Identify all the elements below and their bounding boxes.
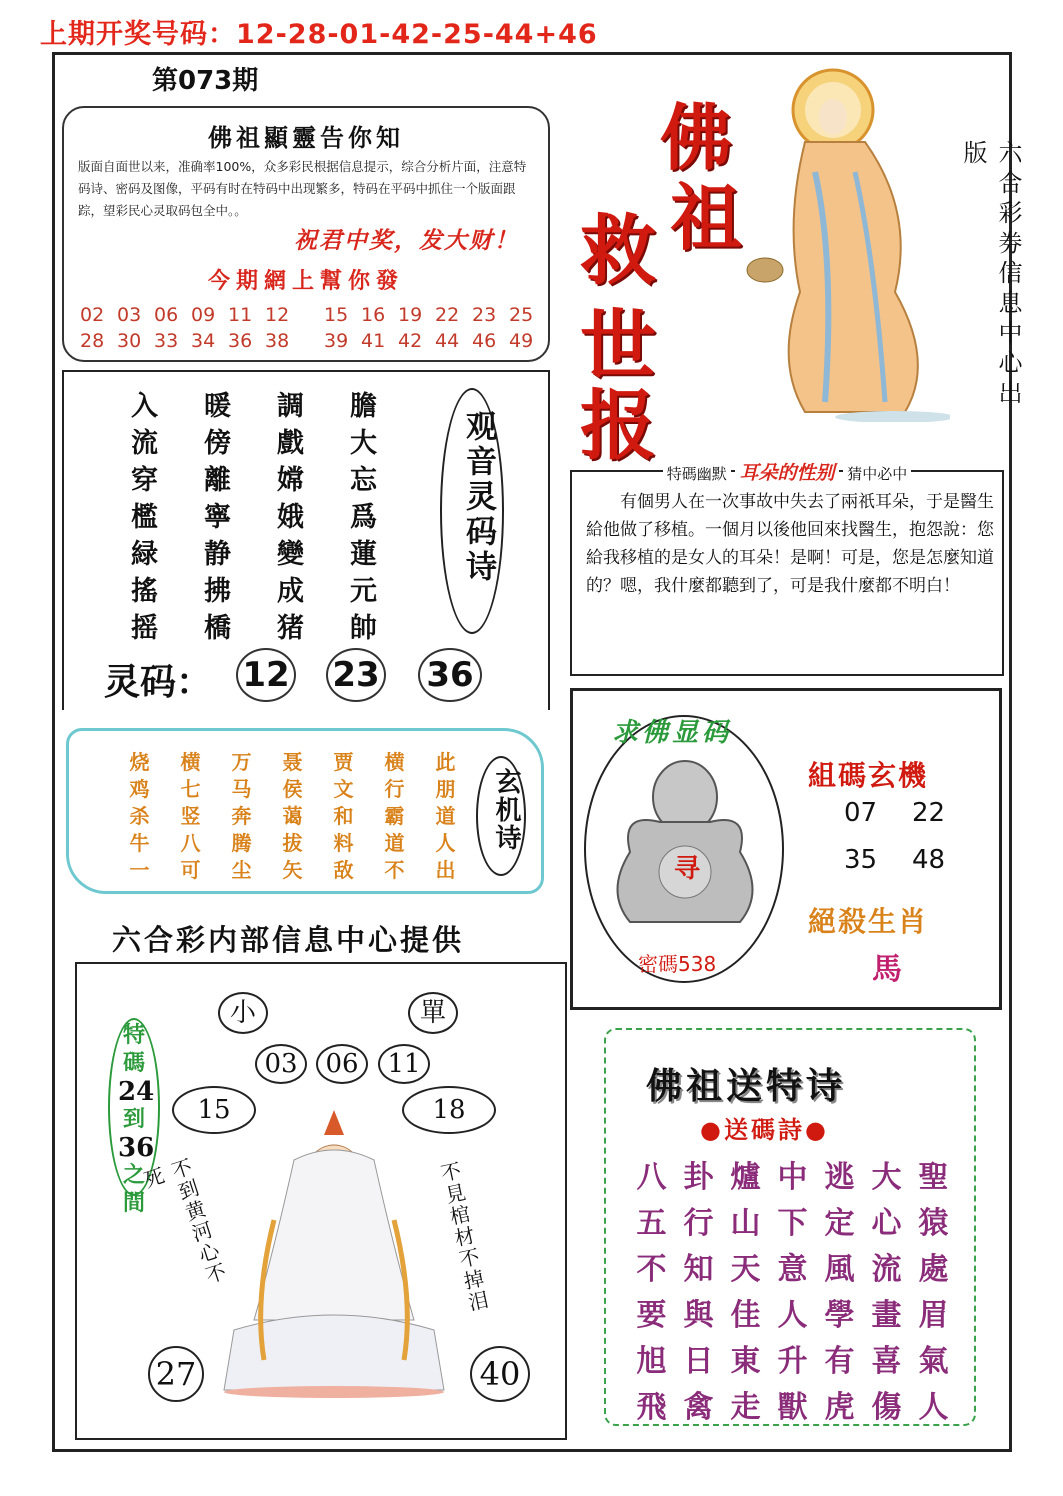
poem-char: 竖 bbox=[180, 804, 201, 828]
poem-char: 忘 bbox=[350, 465, 377, 496]
poem-char: 逃 bbox=[824, 1160, 855, 1195]
xuanji-title: 玄机诗 bbox=[491, 768, 521, 852]
special-to-label: 到 bbox=[122, 1107, 145, 1132]
poem-char: 流 bbox=[871, 1252, 902, 1287]
poem-char: 行 bbox=[384, 777, 405, 801]
poem-char: 道 bbox=[435, 804, 456, 828]
kill-title: 絕殺生肖 bbox=[808, 905, 929, 938]
right-number: 18 bbox=[402, 1086, 496, 1134]
title-char: 佛 bbox=[660, 95, 733, 180]
number: 49 bbox=[509, 330, 534, 352]
poem-char: 喜 bbox=[871, 1344, 902, 1379]
joke-body: 有個男人在一次事故中失去了兩祇耳朵，于是醫生給他做了移植。一個月以後他回來找醫生，抱怨說：您給我移植的是女人的耳朵！是啊！可是，您是怎麼知道的？嗯，我什麼都聽到了，可是我什麼都不明白！ bbox=[586, 492, 994, 596]
poem-char: 傍 bbox=[204, 428, 231, 459]
poem-char: 獸 bbox=[777, 1390, 808, 1425]
poem-char: 檻 bbox=[131, 502, 158, 533]
poem-char: 帥 bbox=[350, 613, 377, 644]
poem-char: 侯 bbox=[282, 777, 303, 801]
poem-char: 暖 bbox=[204, 391, 231, 422]
number: 33 bbox=[154, 330, 179, 352]
poem-char: 中 bbox=[777, 1160, 808, 1195]
poem-char: 八 bbox=[180, 831, 201, 855]
number: 25 bbox=[509, 304, 534, 326]
poem-char: 畫 bbox=[871, 1298, 902, 1333]
poem-char: 聂 bbox=[282, 750, 303, 774]
special-from: 24 bbox=[118, 1077, 155, 1107]
title-char: 祖 bbox=[670, 175, 743, 260]
number: 38 bbox=[265, 330, 290, 352]
number: 23 bbox=[472, 304, 497, 326]
poem-char: 穿 bbox=[131, 465, 158, 496]
zuma-number: 22 bbox=[912, 798, 946, 828]
info-body: 版面自面世以来，准确率100%，众多彩民根据信息提示，综合分析片面，注意特码诗、密码及图像，平码有时在特码中出现繁多，特码在平码中抓住一个版面跟踪，望彩民心灵取码包全中。。 bbox=[78, 159, 527, 218]
poem-char: 傷 bbox=[871, 1390, 902, 1425]
poem-char: 猿 bbox=[918, 1206, 949, 1241]
poem-char: 料 bbox=[333, 831, 354, 855]
poem-char: 知 bbox=[683, 1252, 714, 1287]
number: 28 bbox=[80, 330, 105, 352]
small-oval: 小 bbox=[218, 992, 268, 1034]
number: 19 bbox=[398, 304, 423, 326]
poem-char: 橋 bbox=[204, 613, 231, 644]
info-title: 佛祖顯靈告你知 bbox=[208, 124, 404, 152]
poem-char: 風 bbox=[824, 1252, 855, 1287]
poem-char: 静 bbox=[204, 539, 231, 570]
poem-char: 横 bbox=[384, 750, 405, 774]
poem-char: 定 bbox=[824, 1206, 855, 1241]
poem-char: 學 bbox=[824, 1298, 855, 1333]
left-number: 15 bbox=[172, 1086, 256, 1134]
song-poem-grid bbox=[628, 1152, 957, 1428]
issue-number: 第073期 bbox=[152, 66, 259, 96]
poem-char: 此 bbox=[435, 750, 456, 774]
poem-char: 不 bbox=[384, 858, 405, 882]
special-text: 特碼 bbox=[122, 1023, 145, 1076]
secret-code: 密碼538 bbox=[638, 952, 717, 976]
seated-guanyin-illustration bbox=[214, 1100, 454, 1400]
zuma-number: 07 bbox=[844, 798, 878, 828]
poem-char: 尘 bbox=[231, 858, 252, 882]
poem-char: 行 bbox=[683, 1206, 714, 1241]
poem-char: 有 bbox=[824, 1344, 855, 1379]
number: 34 bbox=[191, 330, 216, 352]
number: 46 bbox=[472, 330, 497, 352]
poem-char: 調 bbox=[277, 391, 304, 422]
number: 30 bbox=[117, 330, 142, 352]
buddha-arc-text: 求佛显码 bbox=[612, 718, 733, 748]
joke-header bbox=[572, 458, 1002, 485]
info-box bbox=[62, 106, 550, 362]
poem-char: 娥 bbox=[277, 502, 304, 533]
poem-char: 搖 bbox=[131, 576, 158, 607]
poem-char: 贾 bbox=[333, 750, 354, 774]
number: 36 bbox=[228, 330, 253, 352]
poem-char: 腾 bbox=[231, 831, 252, 855]
number: 02 bbox=[80, 304, 105, 326]
poem-char: 鸡 bbox=[129, 777, 150, 801]
poem-char: 走 bbox=[730, 1390, 761, 1425]
bullet-dot: ● bbox=[700, 1116, 724, 1144]
song-poem-subtitle bbox=[700, 1110, 829, 1145]
poem-char: 下 bbox=[777, 1206, 808, 1241]
poem-char: 元 bbox=[350, 576, 377, 607]
number: 09 bbox=[191, 304, 216, 326]
poem-char: 山 bbox=[730, 1206, 761, 1241]
title-char: 世 bbox=[580, 301, 656, 390]
poem-char: 朋 bbox=[435, 777, 456, 801]
song-poem-title: 佛祖送特诗 bbox=[646, 1065, 847, 1107]
poem-char: 五 bbox=[636, 1206, 667, 1241]
poem-char: 心 bbox=[871, 1206, 902, 1241]
poem-char: 東 bbox=[730, 1344, 761, 1379]
poem-char: 出 bbox=[435, 858, 456, 882]
poem-char: 拂 bbox=[204, 576, 231, 607]
poem-char: 氣 bbox=[918, 1344, 949, 1379]
poem-char: 要 bbox=[636, 1298, 667, 1333]
xuanji-poem-grid bbox=[114, 746, 471, 881]
number: 15 bbox=[324, 304, 349, 326]
poem-char: 緑 bbox=[131, 539, 158, 570]
number: 12 bbox=[265, 304, 290, 326]
ling-number: 23 bbox=[326, 648, 386, 702]
publisher: 六合彩券信息中心出版 bbox=[959, 140, 1022, 410]
right-verse: 不見棺材不掉泪 bbox=[435, 1159, 492, 1316]
single-oval: 單 bbox=[408, 992, 458, 1034]
poem-char: 膽 bbox=[350, 391, 377, 422]
number: 22 bbox=[435, 304, 460, 326]
number: 39 bbox=[324, 330, 349, 352]
poem-char: 人 bbox=[435, 831, 456, 855]
kill-value: 馬 bbox=[872, 952, 902, 987]
ling-number: 36 bbox=[418, 648, 482, 702]
guanyin-poem-grid bbox=[108, 384, 400, 644]
poem-char: 大 bbox=[871, 1160, 902, 1195]
poem-char: 眉 bbox=[918, 1298, 949, 1333]
joke-head-left: 特碼幽默 bbox=[663, 465, 731, 483]
center-line: 六合彩内部信息中心提供 bbox=[112, 923, 465, 957]
poem-char: 處 bbox=[918, 1252, 949, 1287]
poem-char: 意 bbox=[777, 1252, 808, 1287]
poem-char: 爐 bbox=[730, 1160, 761, 1195]
poem-char: 飛 bbox=[636, 1390, 667, 1425]
poem-char: 與 bbox=[683, 1298, 714, 1333]
poem-char: 七 bbox=[180, 777, 201, 801]
special-to: 36 bbox=[118, 1133, 155, 1163]
poem-char: 人 bbox=[777, 1298, 808, 1333]
poem-char: 霸 bbox=[384, 804, 405, 828]
zuma-title: 組碼玄機 bbox=[808, 759, 929, 792]
poem-char: 牛 bbox=[129, 831, 150, 855]
poem-char: 八 bbox=[636, 1160, 667, 1195]
number: 41 bbox=[361, 330, 386, 352]
ling-number: 12 bbox=[236, 648, 296, 702]
poem-char: 横 bbox=[180, 750, 201, 774]
numbers-row1-left bbox=[80, 304, 302, 326]
poem-char: 矢 bbox=[282, 858, 303, 882]
poem-char: 一 bbox=[129, 858, 150, 882]
bullet-dot: ● bbox=[804, 1116, 829, 1144]
joke-title: 耳朵的性别 bbox=[735, 462, 838, 484]
zuma-number: 35 bbox=[844, 845, 878, 875]
poem-char: 敌 bbox=[333, 858, 354, 882]
poem-char: 摇 bbox=[131, 613, 158, 644]
poem-char: 蓮 bbox=[350, 539, 377, 570]
poem-char: 虎 bbox=[824, 1390, 855, 1425]
special-end: 之間 bbox=[122, 1163, 145, 1216]
poem-char: 佳 bbox=[730, 1298, 761, 1333]
zuma-number: 48 bbox=[912, 845, 946, 875]
joke-head-right: 猜中必中 bbox=[843, 465, 911, 483]
poem-char: 卦 bbox=[683, 1160, 714, 1195]
poem-char: 道 bbox=[384, 831, 405, 855]
guanyin-illustration bbox=[745, 62, 950, 422]
poem-char: 嫦 bbox=[277, 465, 304, 496]
poem-char: 人 bbox=[918, 1390, 949, 1425]
poem-char: 和 bbox=[333, 804, 354, 828]
number: 06 bbox=[154, 304, 179, 326]
poem-char: 文 bbox=[333, 777, 354, 801]
poem-char: 不 bbox=[636, 1252, 667, 1287]
poem-char: 可 bbox=[180, 858, 201, 882]
poem-char: 拔 bbox=[282, 831, 303, 855]
help-title: 今期網上幫你發 bbox=[207, 269, 404, 294]
left-verse: 不到黄河心不死 bbox=[138, 1155, 230, 1289]
poem-char: 流 bbox=[131, 428, 158, 459]
poem-char: 旭 bbox=[636, 1344, 667, 1379]
number: 11 bbox=[228, 304, 253, 326]
poem-char: 禽 bbox=[683, 1390, 714, 1425]
seek-char: 寻 bbox=[674, 854, 701, 884]
poem-char: 天 bbox=[730, 1252, 761, 1287]
poem-char: 万 bbox=[231, 750, 252, 774]
poem-char: 升 bbox=[777, 1344, 808, 1379]
number: 44 bbox=[435, 330, 460, 352]
ling-label: 灵码： bbox=[104, 661, 213, 703]
poem-char: 變 bbox=[277, 539, 304, 570]
poem-char: 马 bbox=[231, 777, 252, 801]
slogan: 祝君中奖，发大财！ bbox=[294, 228, 519, 254]
buddha-illustration bbox=[600, 752, 770, 932]
top-number: 11 bbox=[378, 1044, 430, 1084]
poem-char: 杀 bbox=[129, 804, 150, 828]
subtitle-text: 送碼詩 bbox=[723, 1116, 805, 1144]
top-number: 06 bbox=[316, 1044, 368, 1084]
poem-char: 戲 bbox=[277, 428, 304, 459]
number: 03 bbox=[117, 304, 142, 326]
poem-char: 離 bbox=[204, 465, 231, 496]
guanyin-poem-title-oval bbox=[440, 388, 504, 634]
last-draw-header: 上期开奖号码：12-28-01-42-25-44+46 bbox=[40, 19, 598, 50]
poem-char: 寧 bbox=[204, 502, 231, 533]
poem-char: 蔼 bbox=[282, 804, 303, 828]
numbers-row2-right bbox=[324, 330, 546, 352]
numbers-row2-left bbox=[80, 330, 302, 352]
title-char: 救 bbox=[580, 206, 656, 295]
guanyin-poem-title: 观音灵码诗 bbox=[460, 410, 496, 585]
poem-char: 聖 bbox=[918, 1160, 949, 1195]
poem-char: 烧 bbox=[129, 750, 150, 774]
poem-char: 猪 bbox=[277, 613, 304, 644]
joke-box bbox=[570, 462, 1004, 676]
poem-char: 日 bbox=[683, 1344, 714, 1379]
poem-char: 奔 bbox=[231, 804, 252, 828]
poem-char: 入 bbox=[131, 391, 158, 422]
title-char: 报 bbox=[580, 381, 656, 470]
poem-char: 爲 bbox=[350, 502, 377, 533]
number: 42 bbox=[398, 330, 423, 352]
number: 16 bbox=[361, 304, 386, 326]
poem-char: 成 bbox=[277, 576, 304, 607]
bottom-right-number: 40 bbox=[470, 1346, 530, 1402]
numbers-row1-right bbox=[324, 304, 546, 326]
poem-char: 大 bbox=[350, 428, 377, 459]
bottom-left-number: 27 bbox=[148, 1346, 204, 1402]
xuanji-title-oval bbox=[476, 756, 526, 876]
top-number: 03 bbox=[255, 1044, 307, 1084]
